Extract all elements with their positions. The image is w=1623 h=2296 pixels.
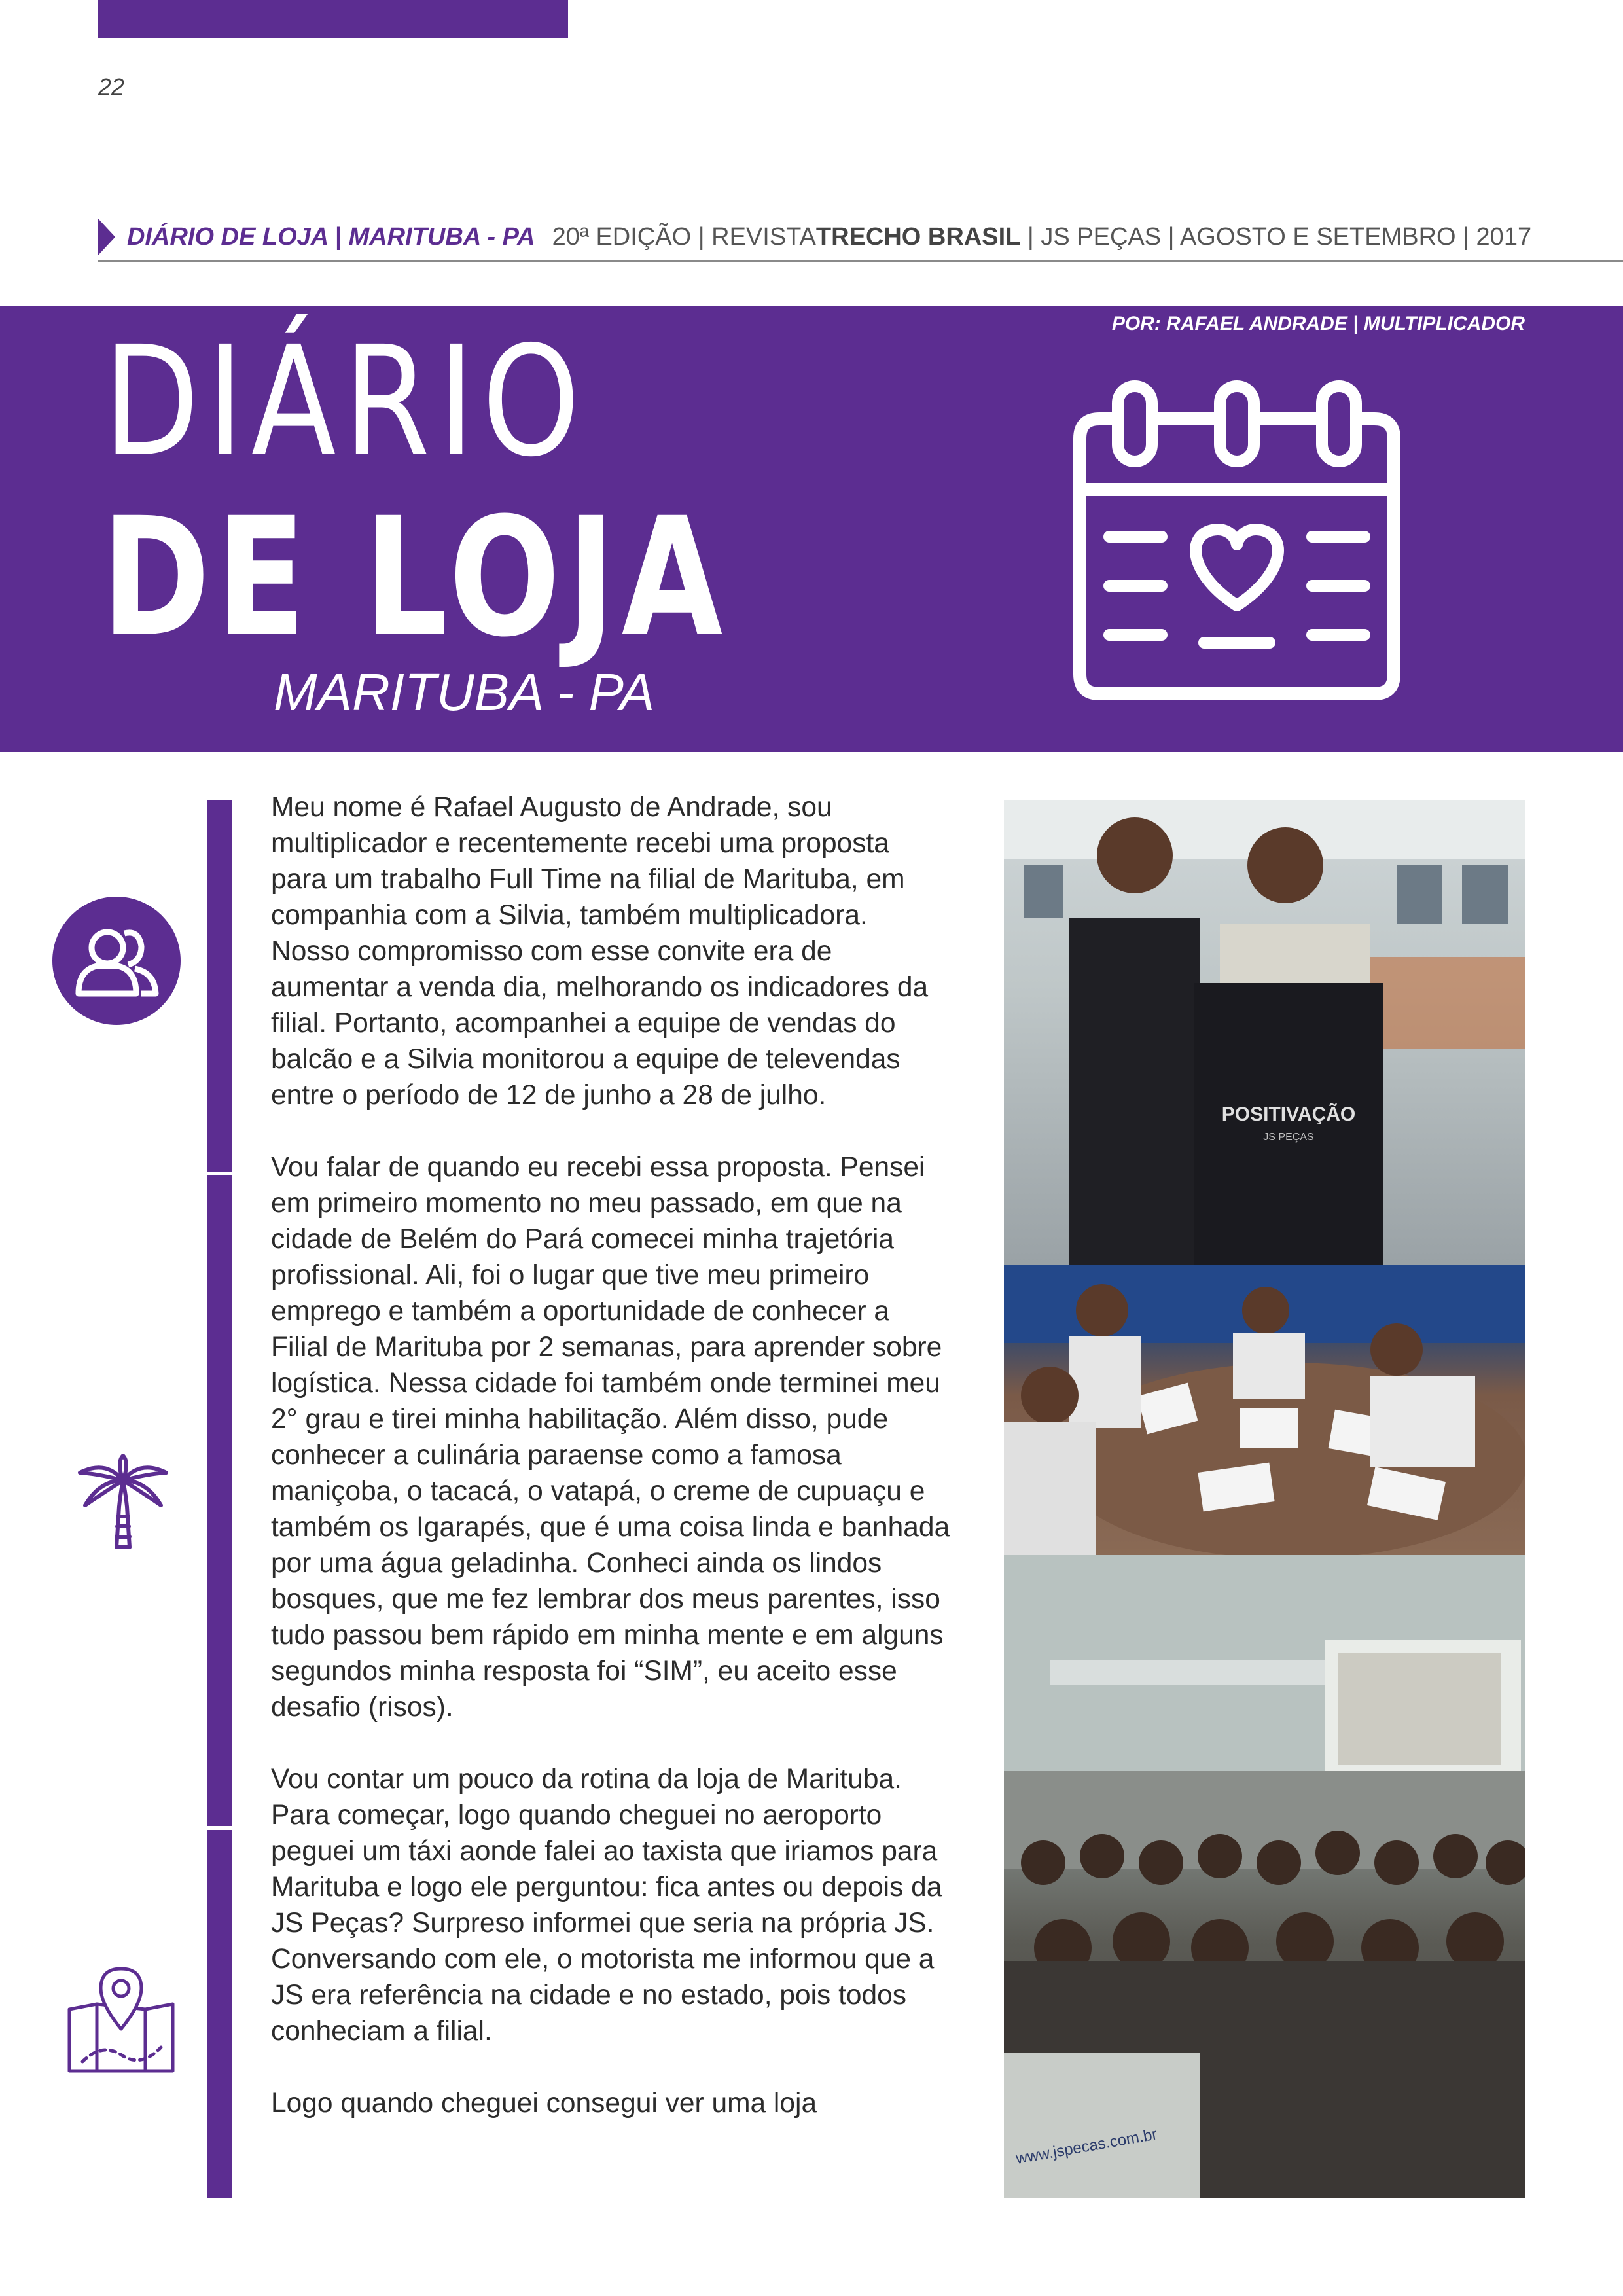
page-number: 22 — [98, 73, 125, 100]
side-bar-2 — [207, 1175, 232, 1826]
header-edition-suffix: | JS PEÇAS | AGOSTO E SETEMBRO | 2017 — [1020, 223, 1532, 251]
article-paragraph: Vou contar um pouco da rotina da loja de Marituba. Para começar, logo quando cheguei no aeroporto peguei um táxi aonde falei ao taxista que iriamos para Marituba e logo ele perguntou: fica antes ou depois da JS Peças? Surpreso informei que seria na própria JS. Conversando com ele, o motorista me informou que a JS era referência na cidade e no estado, pois todos conheciam a filial. — [271, 1764, 942, 2047]
title-subtitle: MARITUBA - PA — [274, 663, 655, 721]
header-magazine-name: TRECHO BRASIL — [815, 223, 1021, 251]
side-bar-3 — [207, 1830, 232, 2198]
article-byline: POR: RAFAEL ANDRADE | MULTIPLICADOR — [1111, 313, 1525, 334]
article-paragraph: Logo quando cheguei consegui ver uma loja — [271, 2088, 817, 2119]
title-line-1: DIÁRIO — [103, 314, 588, 490]
calendar-heart-icon — [1060, 373, 1414, 707]
palm-tree-icon — [73, 1454, 173, 1551]
photo-team-with-shirt — [1004, 800, 1525, 1265]
header-edition-prefix: 20ª EDIÇÃO | REVISTA — [552, 223, 816, 251]
photo-training-presentation — [1004, 1555, 1525, 2198]
shirt-logo-text: POSITIVAÇÃO — [1221, 1103, 1356, 1125]
header-section-label: DIÁRIO DE LOJA | MARITUBA - PA — [127, 223, 535, 251]
shirt-logo-subtext: JS PEÇAS — [1263, 1132, 1314, 1143]
top-accent-bar — [98, 0, 568, 38]
header-divider — [98, 260, 1623, 262]
article-paragraph: Vou falar de quando eu recebi essa proposta. Pensei em primeiro momento no meu passado, em que na cidade de Belém do Pará comecei minha trajetória profissional. Ali, foi o lugar que tive meu primeiro emprego e também a oportunidade de conhecer a Filial de Marituba por 2 semanas, para aprender sobre logística. Nessa cidade foi também onde terminei meu 2° grau e tirei minha habilitação. Além disso, pude conhecer a culinária paraense como a famosa maniçoba, o tacacá, o vatapá, o creme de cupuaçu e também os Igarapés, que é uma coisa linda e banhada por uma água geladinha. Conheci ainda os lindos bosques, que me fez lembrar dos meus parentes, isso tudo passou bem rápido em minha mente e em alguns segundos minha resposta foi “SIM”, eu aceito esse desafio (risos). — [271, 1152, 950, 1723]
map-pin-icon — [63, 1964, 179, 2076]
side-bar-1 — [207, 800, 232, 1172]
article-paragraph: Meu nome é Rafael Augusto de Andrade, sou multiplicador e recentemente recebi uma proposta para um trabalho Full Time na filial de Marituba, em companhia com a Silvia, também multiplicadora. Nosso compromisso com esse convite era de aumentar a venda dia, melhorando os indicadores da filial. Portanto, acompanhei a equipe de vendas do balcão e a Silvia monitorou a equipe de televendas entre o período de 12 de junho a 28 de julho. — [271, 792, 929, 1111]
title-line-2: DE LOJA — [101, 482, 729, 673]
running-header — [98, 215, 1538, 259]
photo-team-meeting — [1004, 1265, 1525, 1555]
people-icon — [52, 897, 181, 1025]
shirt-website-text: www.jspecas.com.br — [1014, 2125, 1159, 2168]
header-arrow-icon — [98, 219, 115, 255]
article-body — [271, 789, 952, 2157]
